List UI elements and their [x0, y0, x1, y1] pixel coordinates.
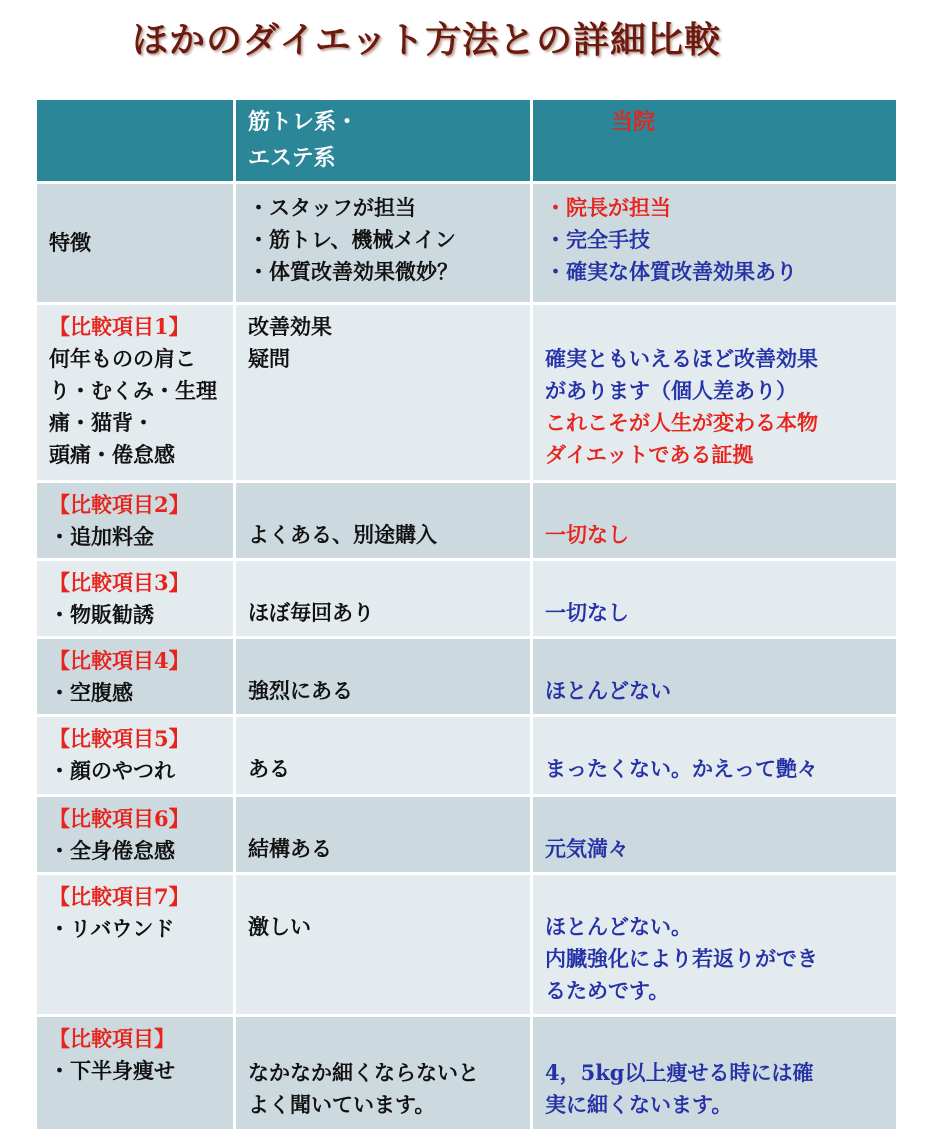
item-ours-line: これこそが人生が変わる本物: [545, 410, 818, 435]
feature-label-cell: [37, 184, 236, 305]
item1-other-cell: [236, 305, 533, 483]
item5-other-cell: [236, 717, 533, 797]
item-ours-line: 内臓強化により若返りができ: [545, 946, 818, 971]
item6-ours-cell: [533, 797, 896, 875]
header-other-line: エステ系: [248, 145, 336, 171]
item-tag: 【比較項目3】: [49, 570, 190, 595]
item-tag: 【比較項目1】: [49, 314, 190, 339]
item-other: 激しい: [248, 914, 311, 939]
item-tag: 【比較項目】: [49, 1026, 175, 1051]
item8-other-cell: [236, 1017, 533, 1132]
item-label-line: 何年ものの肩こ: [49, 346, 196, 371]
item-label: ・追加料金: [49, 524, 154, 549]
header-cell-empty: [37, 100, 236, 184]
item-tag: 【比較項目2】: [49, 492, 190, 517]
item-tag: 【比較項目4】: [49, 648, 190, 673]
item2-label-cell: [37, 483, 236, 561]
item-other-line: 疑問: [248, 346, 290, 371]
item7-ours-cell: [533, 875, 896, 1017]
header-cell-our-clinic: [533, 100, 896, 184]
item-label-line: 頭痛・倦怠感: [49, 442, 175, 467]
item-other: よくある、別途購入: [248, 522, 437, 547]
item-ours: 一切なし: [545, 522, 629, 547]
item-label-line: り・むくみ・生理: [49, 378, 217, 403]
feature-other-cell: [236, 184, 533, 305]
item1-label-cell: [37, 305, 236, 483]
item-label: ・全身倦怠感: [49, 838, 175, 863]
item4-label-cell: [37, 639, 236, 717]
item6-label-cell: [37, 797, 236, 875]
item8-label-cell: [37, 1017, 236, 1132]
item-other: 強烈にある: [248, 678, 353, 703]
item-tag: 【比較項目5】: [49, 726, 190, 751]
item4-other-cell: [236, 639, 533, 717]
item-tag: 【比較項目7】: [49, 884, 190, 909]
item8-ours-cell: [533, 1017, 896, 1132]
item-label: ・物販勧誘: [49, 602, 154, 627]
item-label-line: 痛・猫背・: [49, 410, 154, 435]
item7-other-cell: [236, 875, 533, 1017]
item-other: 結構ある: [248, 836, 332, 861]
comparison-table: [37, 100, 896, 1132]
item-label: ・顔のやつれ: [49, 758, 175, 783]
header-ours-label: 当院: [611, 109, 656, 135]
feature-other-line: ・スタッフが担当: [248, 195, 416, 220]
header-other-line: 筋トレ系・: [248, 109, 359, 135]
feature-ours-line: ・確実な体質改善効果あり: [545, 259, 797, 284]
item-ours-line: 4，5kg以上痩せる時には確: [545, 1060, 814, 1085]
item-other: ある: [248, 756, 290, 781]
item2-other-cell: [236, 483, 533, 561]
item-ours: 一切なし: [545, 600, 629, 625]
item1-ours-cell: [533, 305, 896, 483]
feature-ours-line: ・院長が担当: [545, 195, 671, 220]
item3-other-cell: [236, 561, 533, 639]
item-other-line: なかなか細くならないと: [248, 1060, 479, 1085]
item-other-line: よく聞いています。: [248, 1092, 436, 1117]
feature-other-line: ・筋トレ、機械メイン: [248, 227, 456, 252]
header-cell-other-methods: [236, 100, 533, 184]
feature-label: 特徴: [49, 230, 91, 255]
item-ours: まったくない。かえって艶々: [545, 756, 818, 781]
feature-other-line: ・体質改善効果微妙？: [248, 259, 458, 284]
item3-ours-cell: [533, 561, 896, 639]
item-ours-line: ダイエットである証拠: [545, 442, 754, 467]
item6-other-cell: [236, 797, 533, 875]
item-ours-line: 実に細くないます。: [545, 1092, 733, 1117]
item-ours-line: があります（個人差あり）: [545, 378, 797, 403]
feature-ours-line: ・完全手技: [545, 227, 650, 252]
page-title: ほかのダイエット方法との詳細比較: [132, 19, 722, 61]
item-other-line: 改善効果: [248, 314, 332, 339]
item-ours-line: ほとんどない。: [545, 914, 692, 939]
item-label: ・空腹感: [49, 680, 133, 705]
item-ours: 元気満々: [545, 836, 629, 861]
item4-ours-cell: [533, 639, 896, 717]
item5-label-cell: [37, 717, 236, 797]
item-ours: ほとんどない: [545, 678, 671, 703]
item-label: ・下半身痩せ: [49, 1058, 175, 1083]
item5-ours-cell: [533, 717, 896, 797]
item-other: ほぼ毎回あり: [248, 600, 374, 625]
item-ours-line: 確実ともいえるほど改善効果: [545, 346, 818, 371]
item7-label-cell: [37, 875, 236, 1017]
item-tag: 【比較項目6】: [49, 806, 190, 831]
item-label: ・リバウンド: [49, 916, 175, 941]
item2-ours-cell: [533, 483, 896, 561]
item3-label-cell: [37, 561, 236, 639]
feature-ours-cell: [533, 184, 896, 305]
item-ours-line: るためです。: [545, 978, 670, 1003]
